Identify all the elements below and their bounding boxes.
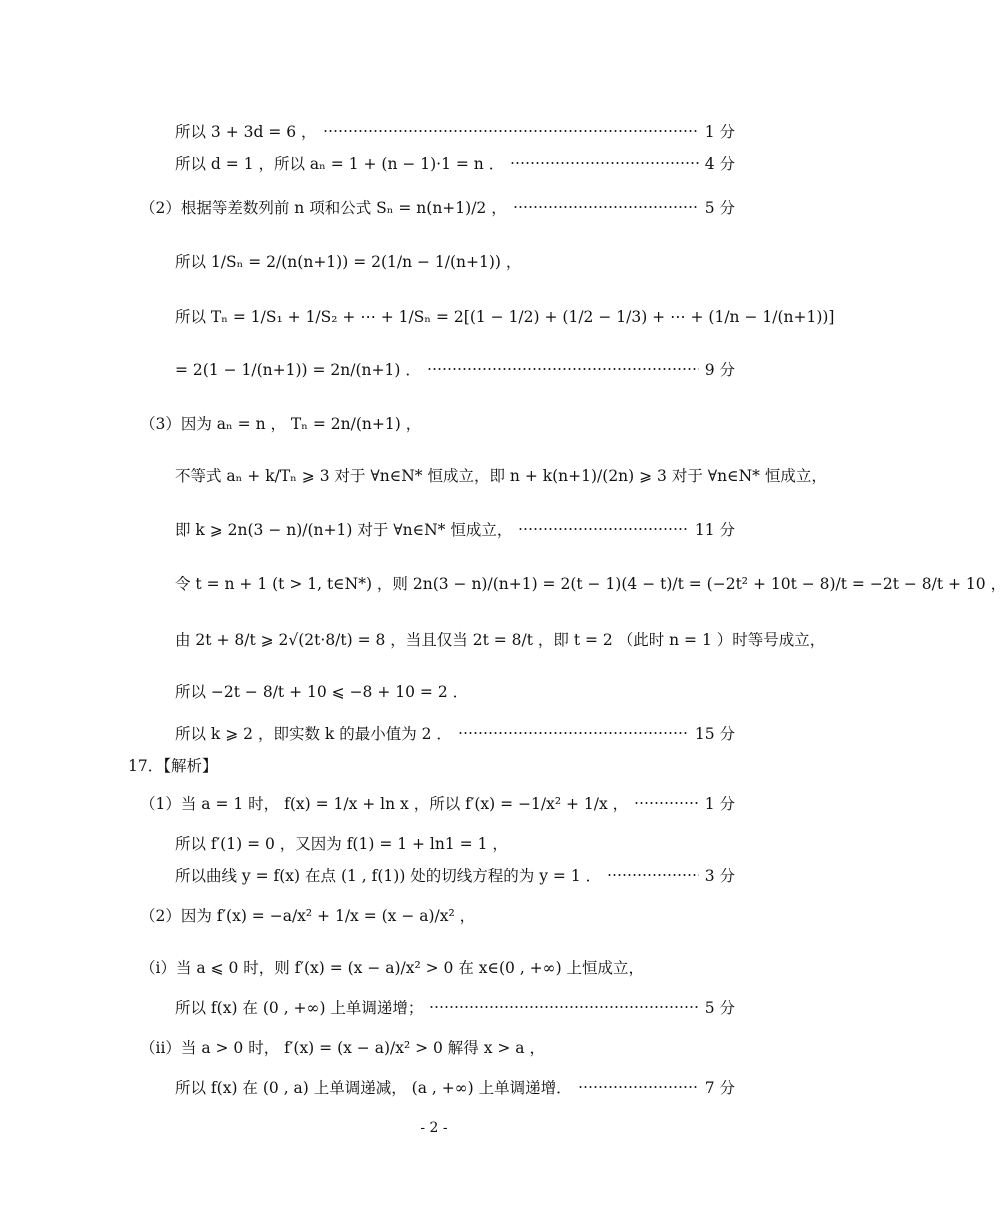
dot-leader <box>607 874 699 876</box>
line-text: （ii）当 a > 0 时， f′(x) = (x − a)/x² > 0 解得 x > a ， <box>140 1039 545 1057</box>
solution-line <box>175 832 508 854</box>
line-text: 不等式 aₙ + k/Tₙ ⩾ 3 对于 ∀n∈N* 恒成立，即 n + k(n+1)/(2n) ⩾ 3 对于 ∀n∈N* 恒成立， <box>175 467 827 485</box>
page-number: - 2 - <box>420 1120 448 1136</box>
score-mark: 3 分 <box>704 867 735 885</box>
line-text: 所以曲线 y = f(x) 在点 (1 , f(1)) 处的切线方程的为 y = 1 ． <box>175 867 602 885</box>
line-text: 所以 f(x) 在 (0 , a) 上单调递减， (a , +∞) 上单调递增． <box>175 1079 572 1097</box>
dot-leader <box>427 368 699 370</box>
dot-leader <box>429 1006 698 1008</box>
line-text: （i）当 a ⩽ 0 时，则 f′(x) = (x − a)/x² > 0 在 x∈(0 , +∞) 上恒成立， <box>140 959 645 977</box>
dot-leader <box>458 732 689 734</box>
dot-leader <box>513 206 699 208</box>
dot-leader <box>518 528 689 530</box>
score-mark: 5 分 <box>704 999 735 1017</box>
line-text: = 2(1 − 1/(n+1)) = 2n/(n+1) ． <box>175 361 421 379</box>
dot-leader <box>323 130 699 132</box>
solution-line <box>140 904 475 926</box>
solution-line <box>175 680 468 702</box>
solution-line <box>175 996 735 1018</box>
score-mark: 5 分 <box>704 199 735 217</box>
line-text: 即 k ⩾ 2n(3 − n)/(n+1) 对于 ∀n∈N* 恒成立， <box>175 521 513 539</box>
line-text: 所以 f(x) 在 (0 , +∞) 上单调递增； <box>175 999 424 1017</box>
solution-line <box>140 1036 545 1058</box>
solution-line <box>175 464 827 486</box>
dot-leader <box>510 162 698 164</box>
solution-line <box>175 358 735 380</box>
solution-line <box>140 196 735 218</box>
solution-line <box>140 792 735 814</box>
solution-line <box>175 250 521 272</box>
line-text: 所以 1/Sₙ = 2/(n(n+1)) = 2(1/n − 1/(n+1)) ， <box>175 253 522 271</box>
line-text: 所以 k ⩾ 2 ，即实数 k 的最小值为 2 ． <box>175 725 452 743</box>
line-text: 令 t = n + 1 (t > 1, t∈N*) ，则 2n(3 − n)/(n+1) = 2(t − 1)(4 − t)/t = (−2t² + 10t − 8)/t = −2t − 8/t + 10 ， <box>175 575 1006 593</box>
solution-line <box>175 722 735 744</box>
line-text: 所以 Tₙ = 1/S₁ + 1/S₂ + ⋯ + 1/Sₙ = 2[(1 − 1/2) + (1/2 − 1/3) + ⋯ + (1/n − 1/(n+1))] <box>175 308 835 326</box>
score-mark: 11 分 <box>694 521 735 539</box>
solution-line <box>175 572 1006 594</box>
line-text: 所以 3 + 3d = 6 ， <box>175 123 317 141</box>
score-mark: 1 分 <box>704 123 735 141</box>
solution-line <box>175 518 735 540</box>
solution-line <box>175 1076 735 1098</box>
solution-line <box>175 120 735 142</box>
score-mark: 4 分 <box>704 155 735 173</box>
line-text: 17．【解析】 <box>128 757 218 775</box>
section-heading <box>128 754 217 776</box>
line-text: 所以 −2t − 8/t + 10 ⩽ −8 + 10 = 2 ． <box>175 683 469 701</box>
solution-line <box>175 305 834 327</box>
score-mark: 15 分 <box>694 725 735 743</box>
line-text: 由 2t + 8/t ⩾ 2√(2t·8/t) = 8 ，当且仅当 2t = 8/t ，即 t = 2 （此时 n = 1 ）时等号成立， <box>175 631 826 649</box>
line-text: （3）因为 aₙ = n ， Tₙ = 2n/(n+1) ， <box>140 415 422 433</box>
solution-line <box>140 412 421 434</box>
line-text: （2）根据等差数列前 n 项和公式 Sₙ = n(n+1)/2 ， <box>140 199 507 217</box>
solution-line <box>175 152 735 174</box>
dot-leader <box>578 1086 699 1088</box>
solution-line <box>175 864 735 886</box>
score-mark: 9 分 <box>704 361 735 379</box>
dot-leader <box>634 802 699 804</box>
line-text: （2）因为 f′(x) = −a/x² + 1/x = (x − a)/x² ， <box>140 907 476 925</box>
score-mark: 1 分 <box>704 795 735 813</box>
line-text: 所以 d = 1 ，所以 aₙ = 1 + (n − 1)·1 = n ． <box>175 155 505 173</box>
solution-line <box>175 628 825 650</box>
line-text: （1）当 a = 1 时， f(x) = 1/x + ln x ，所以 f′(x) = −1/x² + 1/x ， <box>140 795 629 813</box>
score-mark: 7 分 <box>704 1079 735 1097</box>
line-text: 所以 f′(1) = 0 ，又因为 f(1) = 1 + ln1 = 1 ， <box>175 835 508 853</box>
solution-line <box>140 956 644 978</box>
